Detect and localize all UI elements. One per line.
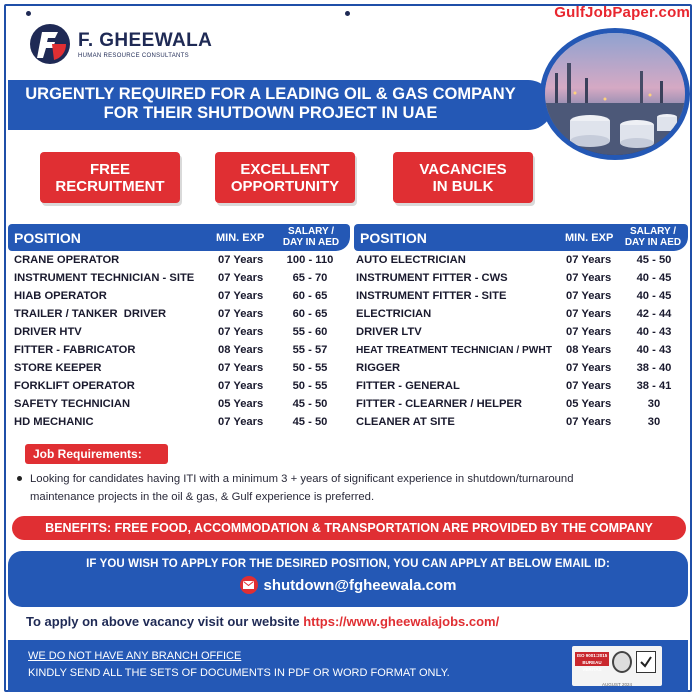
position-name: ELECTRICIAN [356, 308, 432, 320]
header-salary-line-2: DAY IN AED [282, 237, 340, 248]
headline-line-1: URGENTLY REQUIRED FOR A LEADING OIL & GAS COMPANY [25, 85, 516, 103]
left-table-header [8, 224, 350, 251]
table-row [356, 308, 686, 325]
position-salary: 55 - 57 [292, 344, 328, 356]
position-exp: 07 Years [218, 380, 264, 392]
position-exp: 07 Years [218, 326, 264, 338]
position-salary: 60 - 65 [292, 290, 328, 302]
job-requirements-text [14, 470, 674, 506]
table-row [14, 344, 350, 361]
position-exp: 07 Years [218, 308, 264, 320]
position-name: FITTER - GENERAL [356, 380, 460, 392]
position-name: INSTRUMENT FITTER - CWS [356, 272, 508, 284]
table-row [14, 308, 350, 325]
position-salary: 38 - 40 [636, 362, 672, 374]
position-name: INSTRUMENT TECHNICIAN - SITE [14, 272, 195, 284]
certification-badge [572, 646, 662, 686]
position-salary: 55 - 60 [292, 326, 328, 338]
badge-line-2: RECRUITMENT [55, 177, 165, 195]
position-salary: 50 - 55 [292, 380, 328, 392]
position-name: CRANE OPERATOR [14, 254, 120, 266]
table-row [14, 416, 350, 433]
footer-bar [8, 640, 688, 692]
position-salary: 45 - 50 [636, 254, 672, 266]
header-salary-line-1: SALARY / [629, 226, 677, 237]
cert-label-1: ISO 9001:2015 [576, 653, 608, 658]
header-position: POSITION [14, 230, 81, 246]
position-exp: 07 Years [218, 362, 264, 374]
table-row [356, 398, 686, 415]
table-row [14, 398, 350, 415]
table-row [14, 272, 350, 289]
position-salary: 40 - 45 [636, 272, 672, 284]
header-salary-line-1: SALARY / [287, 226, 335, 237]
position-exp: 05 Years [566, 398, 612, 410]
header-salary-line-2: DAY IN AED [624, 237, 682, 248]
header-position: POSITION [360, 230, 427, 246]
position-name: HIAB OPERATOR [14, 290, 107, 302]
position-salary: 30 [647, 416, 661, 428]
table-row [356, 362, 686, 379]
position-salary: 40 - 43 [636, 326, 672, 338]
position-exp: 07 Years [566, 326, 612, 338]
logo-name: F. GHEEWALA [78, 29, 213, 51]
header-min-exp: MIN. EXP [216, 232, 265, 244]
certification-seal-icon [612, 651, 632, 673]
position-name: HEAT TREATMENT TECHNICIAN / PWHT [356, 345, 552, 356]
headline-line-2: FOR THEIR SHUTDOWN PROJECT IN UAE [103, 104, 438, 122]
position-salary: 40 - 45 [636, 290, 672, 302]
position-name: CLEANER AT SITE [356, 416, 455, 428]
table-row [356, 254, 686, 271]
company-logo [28, 22, 212, 66]
position-name: FITTER - CLEARNER / HELPER [356, 398, 522, 410]
apply-instruction: IF YOU WISH TO APPLY FOR THE DESIRED POSITION, YOU CAN APPLY AT BELOW EMAIL ID: [86, 558, 610, 570]
position-salary: 38 - 41 [636, 380, 672, 392]
position-salary: 65 - 70 [292, 272, 328, 284]
position-name: TRAILER / TANKER DRIVER [14, 308, 167, 320]
email-icon [240, 576, 258, 594]
position-salary: 45 - 50 [292, 416, 328, 428]
table-row [14, 326, 350, 343]
headline-banner [8, 80, 553, 130]
position-name: RIGGER [356, 362, 401, 374]
table-row [356, 416, 686, 433]
website-label: To apply on above vacancy visit our website [26, 614, 300, 629]
table-row [356, 272, 686, 289]
requirements-line-2: maintenance projects in the oil & gas, & Gulf experience is preferred. [30, 491, 375, 503]
position-exp: 07 Years [566, 416, 612, 428]
badge-line-2: IN BULK [432, 177, 494, 195]
position-name: SAFETY TECHNICIAN [14, 398, 131, 410]
position-name: AUTO ELECTRICIAN [356, 254, 466, 266]
position-exp: 07 Years [566, 254, 612, 266]
position-exp: 07 Years [566, 380, 612, 392]
table-row [356, 380, 686, 397]
bullet-icon [17, 476, 22, 481]
badge-excellent-opportunity [215, 152, 355, 203]
badge-line-1: FREE [89, 160, 130, 178]
right-table-header [354, 224, 688, 251]
position-exp: 08 Years [218, 344, 264, 356]
footer-notice-branch: WE DO NOT HAVE ANY BRANCH OFFICE [28, 650, 242, 662]
position-salary: 50 - 55 [292, 362, 328, 374]
cert-label-2: BUREAU VERITAS [582, 660, 602, 672]
footer-notice-documents: KINDLY SEND ALL THE SETS OF DOCUMENTS IN PDF OR WORD FORMAT ONLY. [28, 667, 450, 679]
position-name: STORE KEEPER [14, 362, 102, 374]
position-name: FORKLIFT OPERATOR [14, 380, 135, 392]
position-name: HD MECHANIC [14, 416, 94, 428]
requirements-line-1: Looking for candidates having ITI with a minimum 3 + years of significant experience in shutdown/turnaround [30, 473, 574, 485]
badge-line-1: VACANCIES [419, 160, 507, 178]
position-exp: 07 Years [218, 416, 264, 428]
position-name: DRIVER LTV [356, 326, 422, 338]
cert-date: AUGUST 2024 [602, 682, 632, 687]
apply-box [8, 551, 688, 607]
watermark: GulfJobPaper.com [554, 4, 690, 21]
position-exp: 07 Years [218, 290, 264, 302]
job-requirements-label: Job Requirements: [25, 444, 168, 464]
apply-email-link[interactable]: shutdown@fgheewala.com [263, 576, 457, 594]
header-min-exp: MIN. EXP [565, 232, 614, 244]
position-salary: 40 - 43 [636, 344, 672, 356]
table-row [14, 254, 350, 271]
header-salary [618, 226, 688, 248]
table-row [356, 326, 686, 343]
badge-free-recruitment [40, 152, 180, 203]
frame-dot-top-left [26, 11, 31, 16]
position-salary: 100 - 110 [286, 254, 334, 266]
position-salary: 42 - 44 [636, 308, 672, 320]
position-name: INSTRUMENT FITTER - SITE [356, 290, 507, 302]
position-exp: 05 Years [218, 398, 264, 410]
table-row [14, 380, 350, 397]
benefits-banner: BENEFITS: FREE FOOD, ACCOMMODATION & TRANSPORTATION ARE PROVIDED BY THE COMPANY [12, 516, 686, 540]
table-row [14, 290, 350, 307]
ukas-mark-icon [636, 651, 656, 673]
position-exp: 07 Years [566, 362, 612, 374]
table-row [356, 290, 686, 307]
position-name: FITTER - FABRICATOR [14, 344, 136, 356]
bureau-veritas-logo [575, 652, 609, 672]
website-row [26, 614, 499, 629]
position-salary: 60 - 65 [292, 308, 328, 320]
website-link[interactable]: https://www.gheewalajobs.com/ [303, 614, 500, 629]
badge-line-2: OPPORTUNITY [230, 177, 340, 195]
frame-dot-top-right [345, 11, 350, 16]
position-exp: 07 Years [566, 308, 612, 320]
position-exp: 07 Years [218, 254, 264, 266]
logo-tagline: HUMAN RESOURCE CONSULTANTS [78, 52, 189, 59]
position-exp: 07 Years [566, 290, 612, 302]
position-exp: 07 Years [218, 272, 264, 284]
position-salary: 30 [647, 398, 661, 410]
badge-line-1: EXCELLENT [240, 160, 330, 178]
refinery-photo [540, 28, 690, 160]
logo-mark-icon [28, 22, 72, 66]
table-row [356, 344, 686, 361]
position-salary: 45 - 50 [292, 398, 328, 410]
position-name: DRIVER HTV [14, 326, 82, 338]
badge-vacancies-in-bulk [393, 152, 533, 203]
table-row [14, 362, 350, 379]
position-exp: 08 Years [566, 344, 612, 356]
header-salary [276, 226, 346, 248]
position-exp: 07 Years [566, 272, 612, 284]
